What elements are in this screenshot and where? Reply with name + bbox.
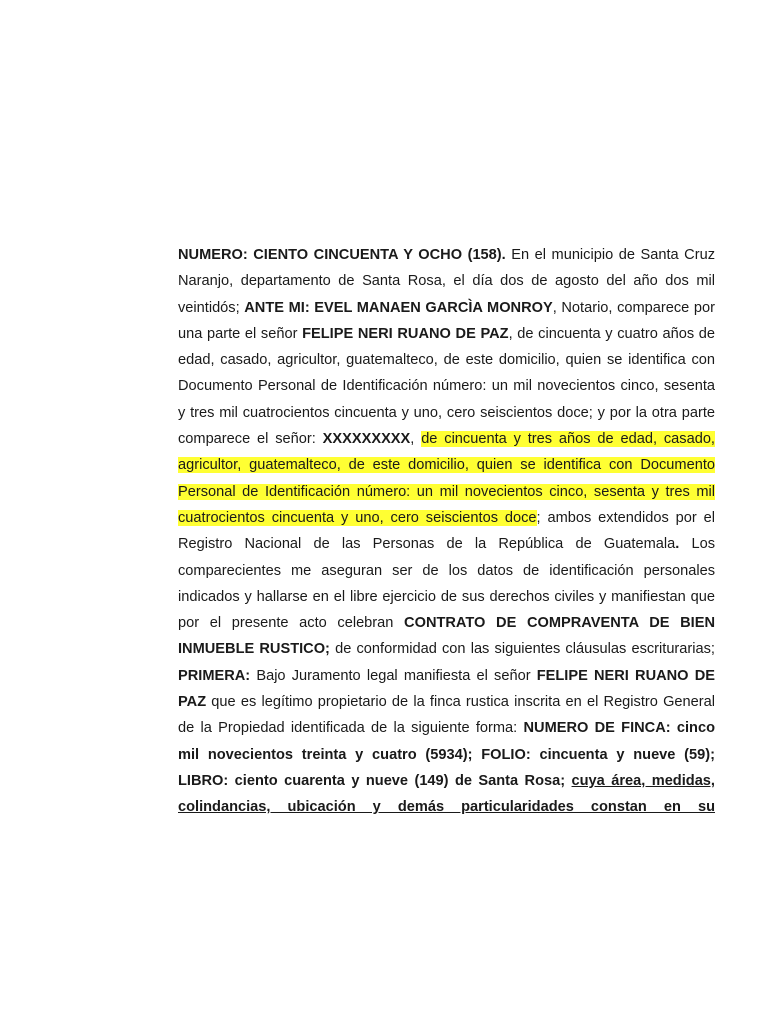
deed-text: En el municipio de Santa Cruz Naranjo, departamento de Santa Rosa, el día dos de agosto del año dos mil veintidós; (178, 247, 715, 316)
deed-text: , Notario, comparece por una parte el señor (178, 299, 715, 342)
deed-text: de conformidad con las siguientes cláusulas escriturarias; (329, 641, 715, 658)
deed-text: ; ambos extendidos por el Registro Nacional de las Personas de la República de Guatemala (178, 509, 715, 553)
property-particulars-underlined: cuya área, medidas, colindancias, ubicación y demás particularidades constan en su (178, 772, 715, 816)
deed-number-heading: NUMERO: CIENTO CINCUENTA Y OCHO (158). (178, 247, 506, 263)
seller-name: FELIPE NERI RUANO DE PAZ (302, 325, 509, 342)
deed-text: Los comparecientes me aseguran ser de los datos de identificación personales indicados y hallarse en el libre ejercicio de sus derechos civiles y manifiestan que por el presente acto celebran (178, 536, 715, 632)
highlighted-buyer-details: de cincuenta y tres años de edad, casado, agricultor, guatemalteco, de este domicilio, quien se identifica con Documento Personal de Identificación número: un mil novecientos cinco, sesenta y tres mil cuatrocientos cincuenta y uno, cero seiscientos doce (178, 431, 715, 526)
bold-period: . (675, 536, 680, 553)
deed-text: que es legítimo propietario de la finca rustica inscrita en el Registro General de la Propiedad identificada de la siguiente forma: (178, 694, 715, 737)
seller-name: FELIPE NERI RUANO DE PAZ (178, 667, 715, 711)
property-registry-details: NUMERO DE FINCA: cinco mil novecientos treinta y cuatro (5934); FOLIO: cincuenta y nueve (59); LIBRO: ciento cuarenta y nueve (149) de Santa Rosa; (178, 720, 716, 789)
deed-text: Bajo Juramento legal manifiesta el señor (250, 667, 537, 684)
deed-text: , de cincuenta y cuatro años de edad, casado, agricultor, guatemalteco, de este domicilio, quien se identifica con Documento Personal de Identificación número: un mil novecientos cinco, sesenta y tres mil cuatrocientos cincuenta y uno, cero seiscientos doce; y por la otra parte comparece el señor: (178, 325, 716, 448)
deed-text: , (410, 431, 422, 448)
buyer-name-placeholder: XXXXXXXXX (322, 431, 411, 448)
clause-primera-label: PRIMERA: (178, 667, 251, 684)
contract-title: CONTRATO DE COMPRAVENTA DE BIEN INMUEBLE RUSTICO; (178, 615, 715, 658)
notary-name: ANTE MI: EVEL MANAEN GARCÌA MONROY (244, 299, 553, 316)
deed-body-paragraph (178, 242, 715, 821)
